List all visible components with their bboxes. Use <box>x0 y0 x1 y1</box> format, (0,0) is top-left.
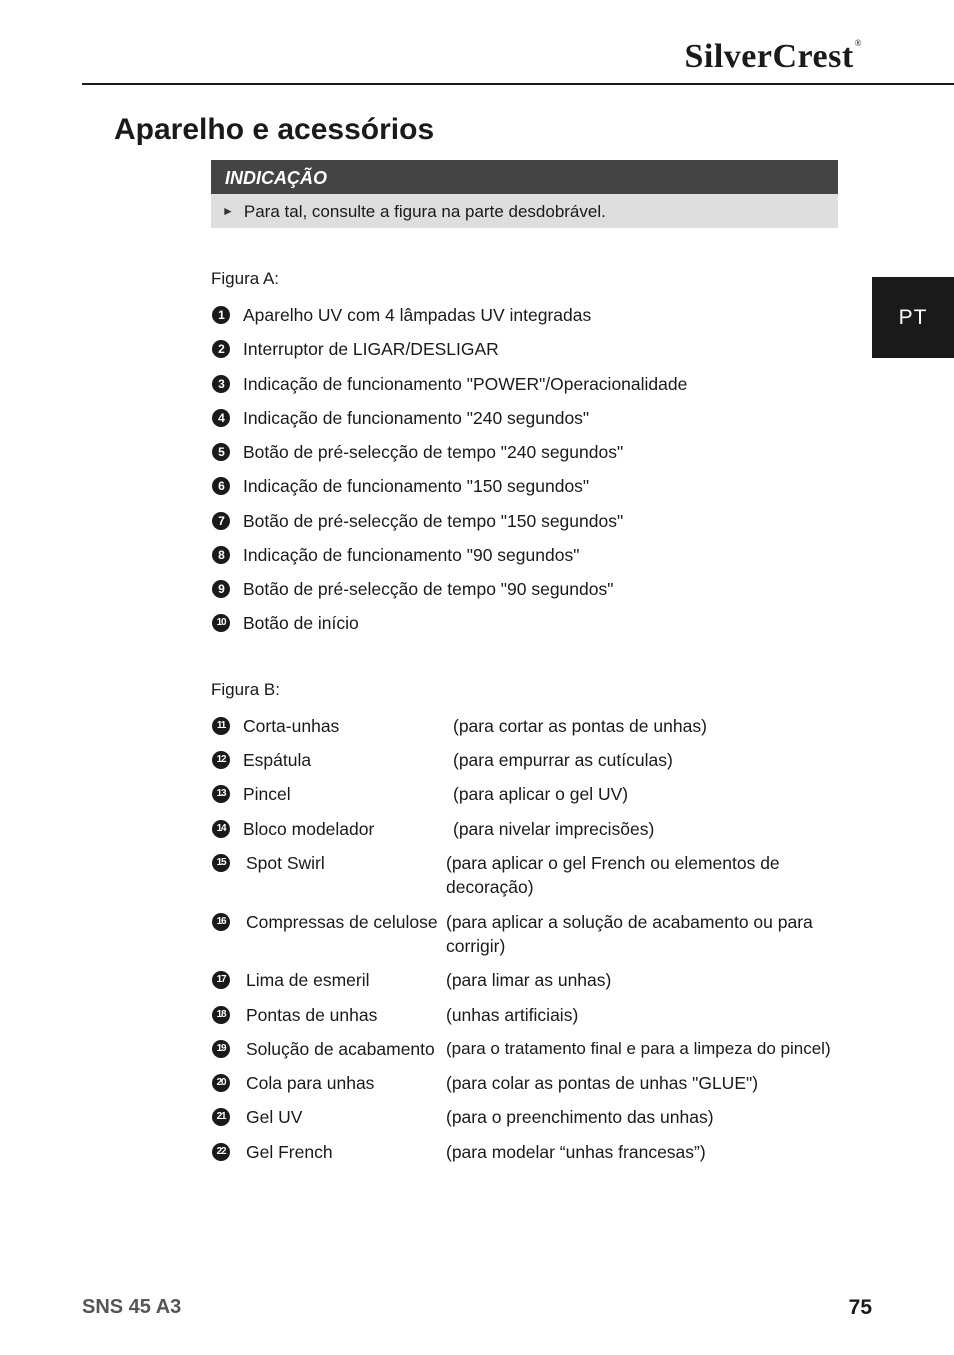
page-number: 75 <box>848 1296 872 1319</box>
footer-model-number: SNS 45 A3 <box>82 1296 182 1318</box>
item-number-badge: 4 <box>212 409 230 427</box>
item-number-badge: 22 <box>212 1143 230 1161</box>
item-number-badge: 19 <box>212 1040 230 1058</box>
figure-a-item-label: Indicação de funcionamento "240 segundos" <box>243 408 590 428</box>
item-number-badge: 9 <box>212 580 230 598</box>
item-number-badge: 12 <box>212 751 230 769</box>
bullet-arrow-icon: ► <box>222 204 234 218</box>
figure-a-item-label: Indicação de funcionamento "90 segundos" <box>243 545 580 565</box>
figure-b-item-description: (para colar as pontas de unhas "GLUE") <box>446 1073 759 1093</box>
figure-b-item-description: (para aplicar o gel UV) <box>453 784 629 804</box>
item-number-badge: 7 <box>212 512 230 530</box>
item-number-badge: 16 <box>212 913 230 931</box>
figure-a-item-label: Aparelho UV com 4 lâmpadas UV integradas <box>243 305 592 325</box>
figure-b-item-label: Pontas de unhas <box>246 1005 378 1025</box>
item-number-badge: 11 <box>212 717 230 735</box>
item-number-badge: 5 <box>212 443 230 461</box>
figure-a-item-label: Botão de pré-selecção de tempo "150 segundos" <box>243 511 624 531</box>
brand-logo <box>684 38 862 76</box>
figure-a-item-label: Botão de pré-selecção de tempo "240 segundos" <box>243 442 624 462</box>
item-number-badge: 20 <box>212 1074 230 1092</box>
brand-name: SilverCrest <box>684 38 854 75</box>
registered-mark: ® <box>854 38 862 48</box>
item-number-badge: 1 <box>212 306 230 324</box>
figure-b-item-description: (para o tratamento final e para a limpeza do pincel) <box>446 1039 831 1058</box>
figure-a-item-label: Botão de pré-selecção de tempo "90 segundos" <box>243 579 614 599</box>
figure-b-item-description: (para o preenchimento das unhas) <box>446 1107 714 1127</box>
item-number-badge: 15 <box>212 854 230 872</box>
figure-b-item-label: Corta-unhas <box>243 716 340 736</box>
item-number-badge: 21 <box>212 1108 230 1126</box>
figure-b-item-label: Gel French <box>246 1142 333 1162</box>
figure-a-caption: Figura A: <box>211 269 280 288</box>
item-number-badge: 18 <box>212 1006 230 1024</box>
item-number-badge: 6 <box>212 477 230 495</box>
figure-b-item-label: Compressas de celulose <box>246 912 438 932</box>
note-text: Para tal, consulte a figura na parte desdobrável. <box>243 202 606 221</box>
item-number-badge: 10 <box>212 614 230 632</box>
figure-b-item-label: Spot Swirl <box>246 853 325 873</box>
language-tab: PT <box>872 277 954 358</box>
figure-b-item-label: Lima de esmeril <box>246 970 370 990</box>
figure-a-item-label: Indicação de funcionamento "150 segundos" <box>243 476 590 496</box>
figure-b-item-label: Pincel <box>243 784 291 804</box>
figure-b-item-label: Bloco modelador <box>243 819 375 839</box>
item-number-badge: 14 <box>212 820 230 838</box>
item-number-badge: 17 <box>212 971 230 989</box>
header-divider <box>82 83 954 85</box>
item-number-badge: 2 <box>212 340 230 358</box>
figure-b-item-label: Cola para unhas <box>246 1073 375 1093</box>
figure-b-item-description: (para nivelar imprecisões) <box>453 819 655 839</box>
figure-b-item-description: (para aplicar a solução de acabamento ou para corrigir) <box>446 912 813 956</box>
item-number-badge: 8 <box>212 546 230 564</box>
figure-b-item-description: (para empurrar as cutículas) <box>453 750 673 770</box>
note-body <box>211 194 838 228</box>
item-number-badge: 3 <box>212 375 230 393</box>
figure-b-item-description: (para limar as unhas) <box>446 970 612 990</box>
figure-b-item-label: Espátula <box>243 750 312 770</box>
page-title: Aparelho e acessórios <box>114 113 435 146</box>
figure-a-item-label: Botão de início <box>243 613 359 633</box>
figure-b-item-description: (para cortar as pontas de unhas) <box>453 716 707 736</box>
item-number-badge: 13 <box>212 785 230 803</box>
figure-a-item-label: Interruptor de LIGAR/DESLIGAR <box>243 339 499 359</box>
figure-b-item-label: Gel UV <box>246 1107 303 1127</box>
figure-b-item-description: (para modelar “unhas francesas”) <box>446 1142 706 1162</box>
figure-b-caption: Figura B: <box>211 680 280 699</box>
figure-b-item-label: Solução de acabamento <box>246 1039 435 1059</box>
note-heading: INDICAÇÃO <box>211 160 838 194</box>
figure-a-item-label: Indicação de funcionamento "POWER"/Operacionalidade <box>243 374 688 394</box>
figure-b-item-description: (para aplicar o gel French ou elementos de decoração) <box>446 853 780 897</box>
figure-b-item-description: (unhas artificiais) <box>446 1005 579 1025</box>
